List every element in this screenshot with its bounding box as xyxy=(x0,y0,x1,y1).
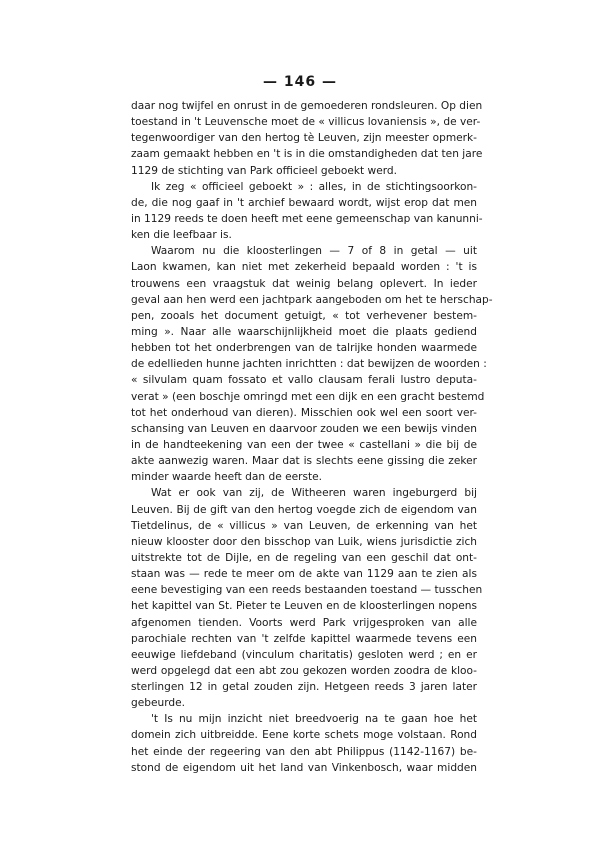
text-line: pen, zooals het document getuigt, « tot verhevener bestem- xyxy=(131,309,477,322)
paragraph xyxy=(131,98,483,179)
text-line: gebeurde. xyxy=(131,697,185,710)
text-line: Wat er ook van zij, de Witheeren waren ingeburgerd bij xyxy=(151,487,477,500)
text-line: ken die leefbaar is. xyxy=(131,229,232,242)
text-line: in de handteekening van een der twee « castellani » die bij de xyxy=(131,438,477,451)
paragraph xyxy=(131,485,483,711)
text-line: staan was — rede te meer om de akte van 1129 aan te zien als xyxy=(131,568,477,581)
text-line: het kapittel van St. Pieter te Leuven en de kloosterlingen nopens xyxy=(131,600,477,613)
text-line: uitstrekte tot de Dijle, en de regeling van een geschil dat ont- xyxy=(131,551,477,564)
text-line: akte aanwezig waren. Maar dat is slechts eene gissing die zeker xyxy=(131,455,477,468)
text-line: Leuven. Bij de gift van den hertog voegde zich de eigendom van xyxy=(131,503,477,516)
text-line: schansing van Leuven en daarvoor zouden we een bewijs vinden xyxy=(131,422,477,435)
text-line: domein zich uitbreidde. Eene korte schets moge volstaan. Rond xyxy=(131,729,477,742)
text-line: eene bevestiging van een reeds bestaanden toestand — tusschen xyxy=(131,584,483,597)
text-line: eeuwige liefdeband (vinculum charitatis) gesloten werd ; en er xyxy=(131,648,477,661)
text-line: in 1129 reeds te doen heeft met eene gemeenschap van kanunni- xyxy=(131,212,483,225)
text-line: 1129 de stichting van Park officieel geboekt werd. xyxy=(131,164,398,177)
text-line: afgenomen tienden. Voorts werd Park vrijgesproken van alle xyxy=(131,616,477,629)
text-line: stond de eigendom uit het land van Vinkenbosch, waar midden xyxy=(131,761,477,774)
body-text xyxy=(131,98,493,776)
text-line: trouwens een vraagstuk dat weinig belang oplevert. In ieder xyxy=(131,277,477,290)
text-line: ming ». Naar alle waarschijnlijkheid moet die plaats gediend xyxy=(131,325,477,338)
text-line: Laon kwamen, kan niet met zekerheid bepaald worden : 't is xyxy=(131,261,477,274)
text-line: Tietdelinus, de « villicus » van Leuven, de erkenning van het xyxy=(131,519,477,532)
text-line: tegenwoordiger van den hertog tè Leuven, zijn meester opmerk- xyxy=(131,132,477,145)
paragraph xyxy=(131,179,483,244)
text-line: daar nog twijfel en onrust in de gemoederen rondsleuren. Op dien xyxy=(131,100,483,112)
text-line: het einde der regeering van den abt Philippus (1142-1167) be- xyxy=(131,745,477,758)
text-line: geval aan hen werd een jachtpark aangeboden om het te herschap- xyxy=(131,293,493,306)
text-line: parochiale rechten van 't zelfde kapittel waarmede tevens een xyxy=(131,632,477,645)
text-line: zaam gemaakt hebben en 't is in die omstandigheden dat ten jare xyxy=(131,148,483,161)
text-line: de, die nog gaaf in 't archief bewaard wordt, wijst erop dat men xyxy=(131,196,477,209)
text-line: Ik zeg « officieel geboekt » : alles, in de stichtingsoorkon- xyxy=(151,180,477,193)
paragraph xyxy=(131,711,477,776)
text-line: nieuw klooster door den bisschop van Luik, wiens jurisdictie zich xyxy=(131,535,477,548)
text-line: toestand in 't Leuvensche moet de « villicus lovaniensis », de ver- xyxy=(131,116,481,129)
text-line: minder waarde heeft dan de eerste. xyxy=(131,471,323,484)
text-line: verat » (een boschje omringd met een dijk en een gracht bestemd xyxy=(131,390,485,403)
text-line: Waarom nu die kloosterlingen — 7 of 8 in getal — uit xyxy=(151,245,477,258)
paragraph xyxy=(131,243,493,485)
text-line: 't Is nu mijn inzicht niet breedvoerig na te gaan hoe het xyxy=(151,713,477,726)
page-number: — 146 — xyxy=(263,74,337,90)
text-line: tot het onderhoud van dieren). Misschien ook wel een soort ver- xyxy=(131,406,477,419)
text-line: « silvulam quam fossato et vallo clausam ferali lustro deputa- xyxy=(131,374,477,387)
text-line: de edellieden hunne jachten inrichtten : dat bewijzen de woorden : xyxy=(131,358,487,371)
text-line: sterlingen 12 in getal zouden zijn. Hetgeen reeds 3 jaren later xyxy=(131,681,477,694)
text-line: hebben tot het onderbrengen van de talrijke honden waarmede xyxy=(131,342,477,355)
text-line: werd opgelegd dat een abt zou gekozen worden zoodra de kloo- xyxy=(131,664,477,677)
